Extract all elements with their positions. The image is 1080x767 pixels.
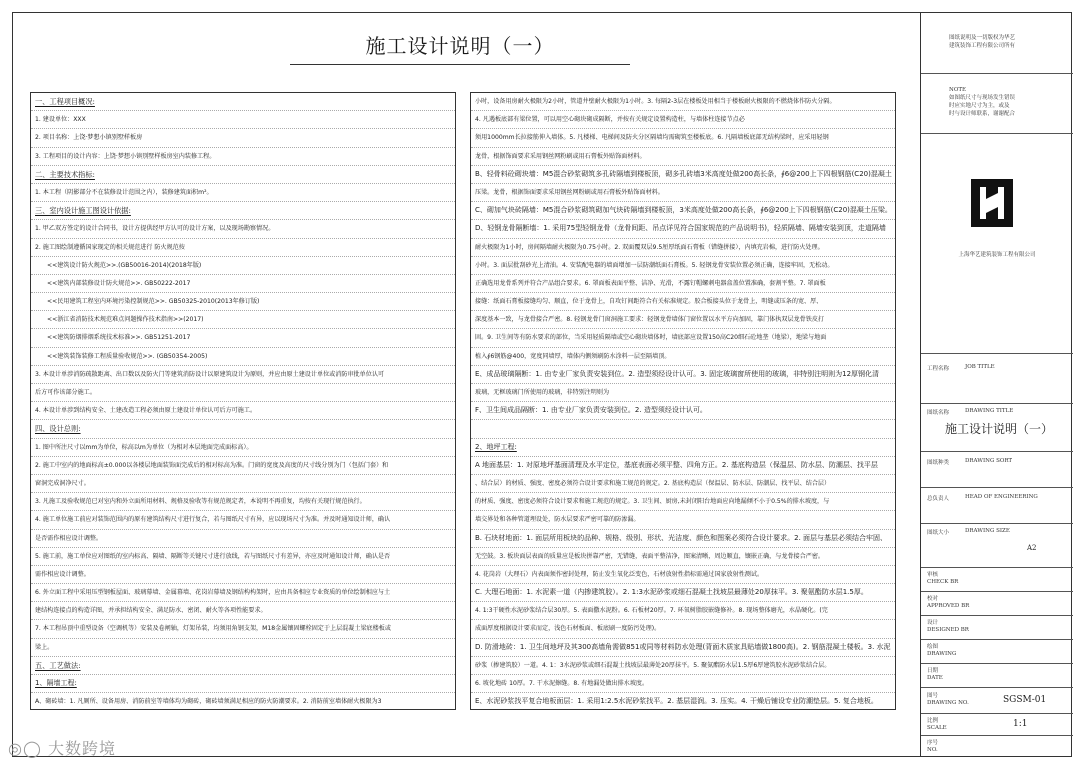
note-line: E、水泥砂浆找平复合地板面层：1. 采用1:2.5水泥砂浆找平。2. 基层湿润。3. 压实。4. 干燥后铺设专业防潮垫层。5. 复合地板。 — [471, 693, 895, 710]
note-line: B. 石块材地面：1. 面层所用板块的品种、规格、级别、形状、光洁度、颜色和图案必须符合设计要求。2. 面层与基层必须结合牢固、 — [471, 530, 895, 548]
serial-no-en-label: NO. — [927, 747, 938, 753]
note-line: 的材质、强度、密度必须符合设计要求和施工规范的规定。3. 卫生间、厨房,未封闭阳台地面应向地漏倾不小于0.5%的排水坡度，与 — [471, 493, 895, 511]
approved-en-label: APPROVED BR — [927, 603, 970, 609]
note-line: 7. 本工程吊顶中重型设备（空调机等）安装及卷闸轴，灯架吊装，均须用角钢支架，M18金属镶固螺栓固定于上层混凝土梁底楼板或 — [31, 620, 455, 638]
serial-no-label: 序号 — [927, 740, 939, 746]
job-title-label: 工程名称 — [927, 366, 950, 372]
note-line: 梁上。 — [31, 639, 455, 657]
date-en-label: DATE — [927, 675, 943, 681]
note-line: 2. 项目名称：上饶·梦想小镇别墅样板房 — [31, 129, 455, 147]
note-line: 窗洞完成洞净尺寸。 — [31, 475, 455, 493]
check-en-label: CHECK BR — [927, 579, 959, 585]
scale-label: 比例 — [927, 718, 939, 724]
note-line: D. 防滑地砖：1. 卫生间地坪及其300高墙角需做851或同等材料防水处理(背面木质家具贴墙做1800高)。2. 钢筋混凝土楼板。3. 水泥 — [471, 639, 895, 657]
note-line: 深度基本一致，与龙骨接合严密。8. 轻钢龙骨门窗洞施工要求：轻钢龙骨墙体门窗位置以水平方向加固，靠门体执双层龙骨铁皮打 — [471, 311, 895, 329]
drawing-size-label: 图纸大小 — [927, 530, 950, 536]
date-label: 日期 — [927, 668, 939, 674]
drawing-sort-cell — [921, 452, 1073, 488]
note-line: A、砌砖墙：1. 凡厕所、设备用房、消防前室等墙体均为砌砖，砌砖墙须满足相应的防火防潮要求。2. 消防前室墙体耐火极限为3 — [31, 693, 455, 710]
drawing-title-label: 图纸名称 — [927, 410, 950, 416]
note-line: 1. 建设单位：XXX — [31, 111, 455, 129]
note-line: 耐火极限为1小时，房间隔墙耐火极限为0.75小时。2. 双面覆双层9.5厘厚纸面石膏板（错缝拼接），内填充岩棉，进行防火处理。 — [471, 239, 895, 257]
designed-label: 设计 — [927, 620, 939, 626]
drawing-no-cell — [921, 688, 1073, 714]
note-line: 正确选用龙骨系列并符合产品组合要求。6. 罩面板表面平整、洁净、光滑，不露钉帽螺刺电器盒盖位置准确，套割平整。7. 罩面板 — [471, 275, 895, 293]
note-line: 五、工艺做法: — [31, 657, 455, 675]
title-underline — [290, 64, 630, 65]
note-heading: NOTE — [949, 87, 967, 93]
note-line: 5. 施工前，施工单位应对图纸的室内标高、隔墙、隔断等关键尺寸进行放线，若与图纸尺寸有差异，亦应及时通知设计师，确认是否 — [31, 548, 455, 566]
note-line: 4. 花岗岩（大理石）内表面须作密封处理，防止发生氧化泛变色，石材放射性指标需通过国家放射性测试。 — [471, 566, 895, 584]
right-notes-column — [470, 92, 896, 710]
note-line: A 地面基层：1. 对原地坪基面清理及水平定位，基底表面必须平整、四角方正。2. 基底构造层（保温层、防水层、防潮层、找平层 — [471, 457, 895, 475]
note-line: 2、地坪工程: — [471, 439, 895, 457]
note-line: <<建筑设计防火规范>>.(GB50016-2014)(2018年版) — [31, 257, 455, 275]
note-line: C. 大理石地面：1. 水泥素一道（内掺建筑胶）。2. 1:3水泥砂浆或细石混凝土找坡层最薄处20厚抹平。3. 聚氨酯防水层1.5厚。 — [471, 584, 895, 602]
note-line: 压梁。龙骨，根据饰面要求采用钢丝网粉刷或用石膏板外贴饰面材料。 — [471, 184, 895, 202]
note-line: D、轻钢龙骨隔断墙：1. 采用75型轻钢龙骨（龙骨间距、吊点详见符合国家规范的产品说明书)，轻质隔墙、隔墙安装到顶，走道隔墙 — [471, 220, 895, 238]
note-line: 接缝：纸面石膏板接缝均匀、顺直，位于龙骨上，自攻钉间距符合有关标准规定。胶合板接头位于龙骨上，明缝或压条的宽、厚、 — [471, 293, 895, 311]
note-line: 、结合层）的材质、强度、密度必须符合设计要求和施工规范的规定。2. 基底构造层（保温层、防水层、防潮层、找平层、结合层） — [471, 475, 895, 493]
note-line: 一、工程项目概况: — [31, 93, 455, 111]
head-engineering-label: 总负责人 — [927, 496, 950, 502]
note-line: 2. 施工中室内的地面标高±0.000以各楼层地面装饰面完成后的相对标高为准。门窗的宽度及高度的尺寸线分别为门（包括门套）和 — [31, 457, 455, 475]
date-cell — [921, 664, 1073, 688]
drawing-no-en-label: DRAWING NO. — [927, 700, 969, 706]
designed-cell — [921, 616, 1073, 640]
note-line: 4. 本设计单涉到结构安全、土建改造工程必须由原土建设计单位认可后方可施工。 — [31, 402, 455, 420]
note-line: 植入∮6钢筋@400，宽度同墙厚，墙体内侧须刷防水涂料一层至隔墙顶。 — [471, 348, 895, 366]
head-engineering-en-label: HEAD OF ENGINEERING — [965, 494, 1038, 500]
copyright-note-line: 建筑装饰工程有限公司所有 — [949, 43, 1016, 49]
note-line: 须用1000mm长拉接筋伸入墙体。5. 凡楼梯、电梯间及防火分区隔墙均需砌筑至楼板底。6. 凡隔墙板底部无结构梁时，应采用轻钢 — [471, 129, 895, 147]
head-engineering-cell — [921, 488, 1073, 524]
note-line: 三、室内设计施工图设计依据: — [31, 202, 455, 220]
note-line: 后方可作该部分施工。 — [31, 384, 455, 402]
note-line: <<建筑防烟排烟系统技术标准>>. GB51251-2017 — [31, 329, 455, 347]
note-line: 时应实地尺寸为主，或及 — [949, 103, 1010, 109]
note-line: 需作相应设计调整。 — [31, 566, 455, 584]
scale-cell — [921, 714, 1073, 736]
approved-label: 校对 — [927, 596, 939, 602]
note-line: C、砌加气块砖隔墙：M5混合砂浆砌筑砌加气块砖隔墙到楼板顶，3米高度处做200高长条，∮6@200上下四根钢筋(C20)混凝土压梁。 — [471, 202, 895, 220]
left-notes-column — [30, 92, 456, 710]
drawing-title-cell — [921, 404, 1073, 452]
note-line: 建结构连接点的构造详图，并承担结构安全、满足防水、密闭、耐火等各项性能要求。 — [31, 602, 455, 620]
watermark-icon: ◎◯ — [8, 739, 42, 758]
job-title-en-label: JOB TITLE — [965, 364, 995, 370]
note-line: 4. 施工单位施工前应对装饰范围内的原有建筑结构尺寸进行复合，若与图纸尺寸有异，应以现场尺寸为准。并及时通知设计师，确认 — [31, 511, 455, 529]
note-cell — [921, 74, 1073, 134]
drawing-label: 绘图 — [927, 644, 939, 650]
note-line: 4. 1:3干硬性水泥砂浆结合层30厚。5. 表面撒水泥粉。6. 石板材20厚。7. 环氧树脂胶嵌缝修补。8. 现场整体磨光，水晶硬化。(完 — [471, 602, 895, 620]
note-line: 2. 施工图绘制遵循国家现定的相关规范进行 防火规范按 — [31, 239, 455, 257]
note-line: 墙交界处和各种管道埋设处，防水层要求严密可靠的防渗漏。 — [471, 511, 895, 529]
note-line: 成面厚度根据设计要求而定，浅色石材板面、板底刷一度防污处理)。 — [471, 620, 895, 638]
note-line: <<民用建筑工程室内环境污染控制规范>>. GB50325-2010(2013年修订版) — [31, 293, 455, 311]
designed-en-label: DESIGNED BR — [927, 627, 969, 633]
note-line: 3. 凡施工及验收规范已对室内和外立面所用材料、规格及验收等有规范规定者，本说明不再重复，均按有关现行规范执行。 — [31, 493, 455, 511]
note-line: 无空鼓。3. 板块面层表面的质量应是板块拼靠严密，无错缝，表面平整洁净，图案清晰，周边顺直，镶嵌正确，与龙骨接合严密。 — [471, 548, 895, 566]
note-line: 是否需作相应设计调整。 — [31, 530, 455, 548]
note-line: 二、主要技术指标: — [31, 166, 455, 184]
note-line: 1. 本工程（阴影部分不在装修设计范围之内），装修建筑面积m²。 — [31, 184, 455, 202]
drawing-no-value: SGSM-01 — [1003, 695, 1047, 705]
scale-value: 1:1 — [1013, 719, 1028, 729]
title-block — [920, 12, 1072, 757]
note-line: E、成品玻璃隔断：1. 由专业厂家负责安装到位。2. 造型须经设计认可。3. 固定玻璃窗所使用的玻璃，非特别注明则为12厚钢化清 — [471, 366, 895, 384]
note-line: 3. 本设计单涉消防疏散距离、出口数以及防火门等建筑消防设计以原建筑设计为原则，并应由原土建设计单位或消防审批单位认可 — [31, 366, 455, 384]
note-line: 1. 图中所注尺寸以mm为单位，标高以m为单位（为相对本层地面完成面标高）。 — [31, 439, 455, 457]
job-title-cell — [921, 354, 1073, 404]
note-line: 小时。3. 面层批刮砂光上清油。4. 安装配电器的墙面增加一层防潮纸面石膏板。5. 轻钢龙骨安装位置必须正确，连接牢固，无松动。 — [471, 257, 895, 275]
note-line — [471, 420, 895, 438]
company-logo-icon — [971, 179, 1013, 227]
note-line: 如图纸尺寸与现场发生错误 — [949, 95, 1016, 101]
drawing-sort-en-label: DRAWING SORT — [965, 458, 1013, 464]
check-label: 审核 — [927, 572, 939, 578]
sheet-title: 施工设计说明（一） — [365, 34, 555, 58]
serial-no-cell — [921, 736, 1073, 757]
watermark-text: 大数跨境 — [47, 739, 116, 758]
note-line: 1. 甲乙双方签定的设计合同书，设计方提供经甲方认可的设计方案，以及现场勘察情况。 — [31, 220, 455, 238]
drawing-title-value: 施工设计说明（一） — [945, 422, 1054, 436]
note-line: <<建筑装饰装修工程质量验收规范>>. (GB50354-2005) — [31, 348, 455, 366]
drawing-size-en-label: DRAWING SIZE — [965, 528, 1010, 534]
logo-cell — [921, 134, 1073, 354]
note-line: 6. 坡化地砖 10厚。7. 干水泥擦缝。8. 有地漏处做出排水坡度。 — [471, 675, 895, 693]
note-line: <<建筑内部装修设计防火规范>>. GB50222-2017 — [31, 275, 455, 293]
note-line: 小时，设备用房耐火极限为2小时，管道井壁耐火极限为1小时。3. 每隔2-3层在楼板处用相当于楼板耐火极限的不燃烧体作防火分隔。 — [471, 93, 895, 111]
drawing-size-cell — [921, 524, 1073, 568]
scale-en-label: SCALE — [927, 725, 947, 731]
check-cell — [921, 568, 1073, 592]
note-line: 3. 工程项目的设计内容：上饶·梦想小镇别墅样板房室内装修工程。 — [31, 148, 455, 166]
note-line: 时与设计师联系，谢谢配合 — [949, 111, 1016, 117]
note-line: 4. 凡遇板底部有梁位置，可以用空心砌块砌成隔断，并按有关规定设置构造柱，与墙体柱连接节点必 — [471, 111, 895, 129]
note-line: 1、隔墙工程: — [31, 675, 455, 693]
note-line: 龙骨，根据饰面要求采用钢丝网粉刷或用石膏板外贴饰面材料。 — [471, 148, 895, 166]
drawing-en-label: DRAWING — [927, 651, 957, 657]
drawing-size-value: A2 — [1027, 544, 1037, 552]
watermark — [8, 736, 116, 759]
drawing-no-label: 图号 — [927, 693, 939, 699]
drawing-title-en-label: DRAWING TITLE — [965, 408, 1014, 414]
note-line: B、轻骨料砼砌块墙：M5混合砂浆砌筑多孔砖隔墙到楼板顶，砌多孔砖墙3米高度处做200高长条，∮6@200上下四根钢筋(C20)混凝土 — [471, 166, 895, 184]
copyright-notes-cell — [921, 12, 1073, 74]
company-name: 上海华艺建筑装饰工程有限公司 — [958, 252, 1036, 258]
approved-cell — [921, 592, 1073, 616]
note-line: 固。9. 卫生间等有防水要求的部位，当采用轻质隔墙或空心砌块墙体时，墙底部应设置150高C20细石砼地垄（地梁），地梁与地面 — [471, 329, 895, 347]
drawing-cell — [921, 640, 1073, 664]
drawing-sort-label: 图纸种类 — [927, 460, 950, 466]
copyright-note-line: 图纸说明及一切版权为华艺 — [949, 35, 1016, 41]
note-line: F、卫生间成品隔断：1. 由专业厂家负责安装到位。2. 造型须经设计认可。 — [471, 402, 895, 420]
note-line: <<浙江省消防技术规范难点问题操作技术指南>>(2017) — [31, 311, 455, 329]
note-line: 玻璃，无框玻璃门所使用的玻璃，非特别注明则为 — [471, 384, 895, 402]
note-line: 6. 外立面工程中采用压型钢板屋面、玻璃幕墙、金属幕墙、花岗岩幕墙及钢结构构架时，应由具备相应专业资质的单位绘制相应与土 — [31, 584, 455, 602]
note-line: 四、设计总则: — [31, 420, 455, 438]
note-line: 砂浆（掺建筑胶）一道。4. 1：3水泥砂浆或细石混凝土找坡层最薄处20厚抹平。5. 聚氨酯防水层1.5厚6厚建筑胶水泥砂浆结合层。 — [471, 657, 895, 675]
